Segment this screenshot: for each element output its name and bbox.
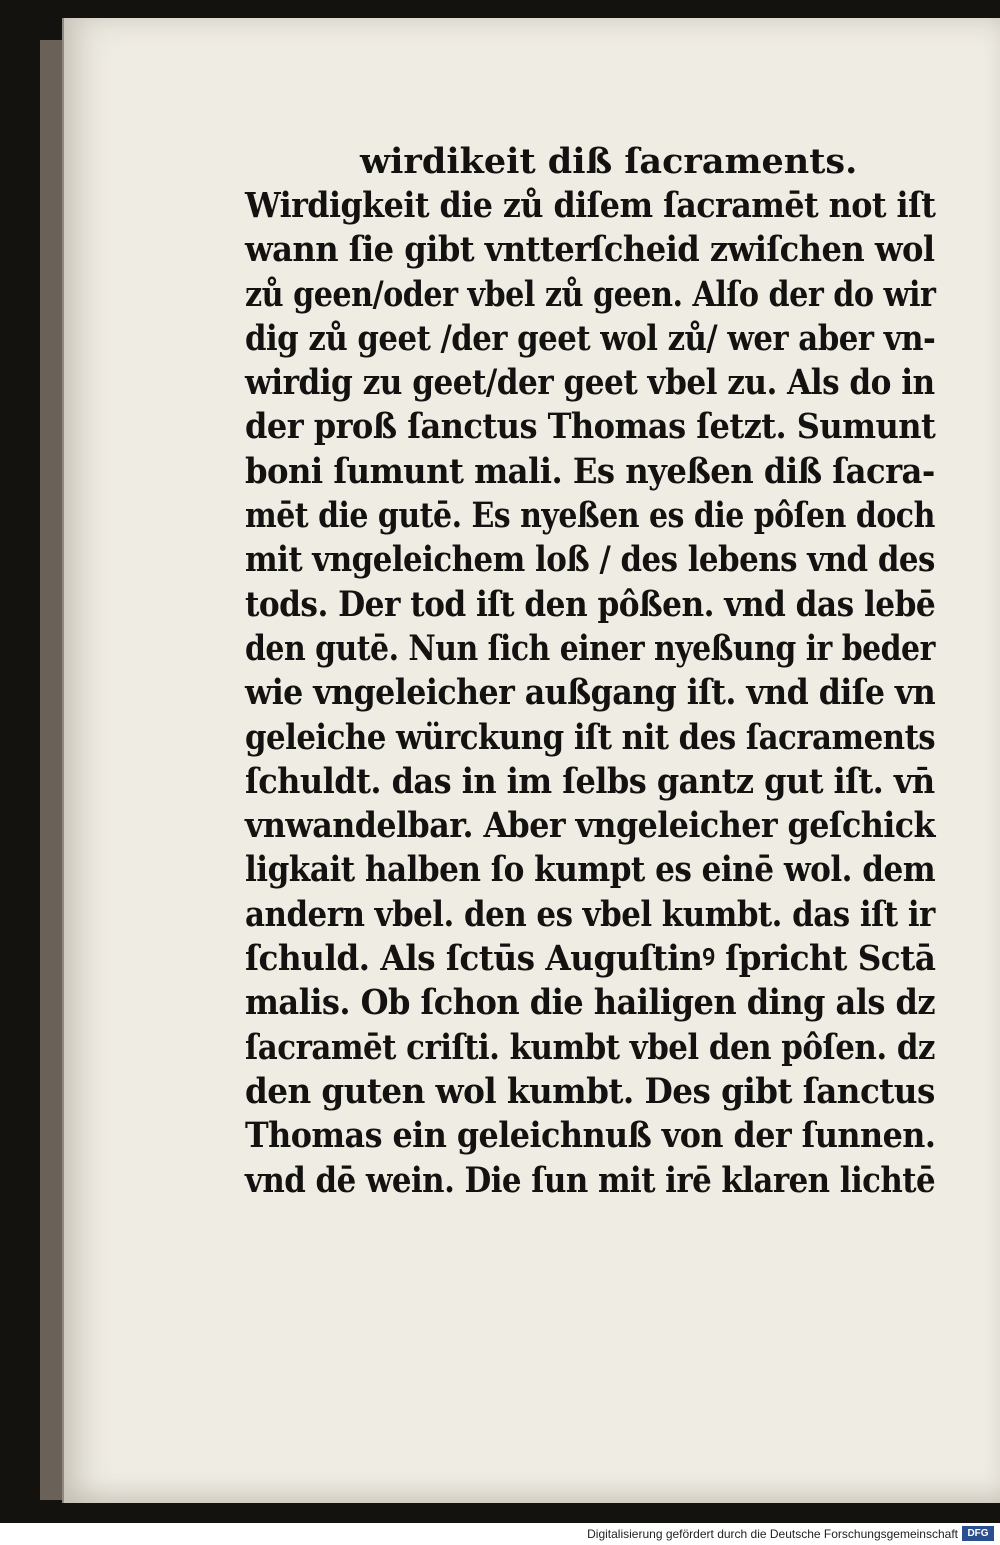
text-line: malis. Ob ſchon die hailigen ding als dz [245,982,936,1024]
text-line: tods. Der tod iſt den pôßen. vnd das lebē [245,583,936,625]
text-line: den gutē. Nun ſich einer nyeßung ir beder [245,627,935,669]
text-line: ſacramēt criſti. kumbt vbel den pôſen. dz [245,1026,935,1068]
text-line: boni ſumunt mali. Es nyeßen diß ſacra- [245,450,935,492]
text-line: der proß ſanctus Thomas ſetzt. Sumunt [245,406,936,448]
text-line: ſchuldt. das in im ſelbs gantz gut iſt. vn̄ [245,760,935,802]
text-line: ligkait halben ſo kumpt es einē wol. dem [245,849,936,891]
dfg-logo: DFG [962,1526,994,1541]
footer-credit: Digitalisierung gefördert durch die Deutsche Forschungsgemeinschaft [587,1527,958,1541]
text-line: vnd dē wein. Die ſun mit irē klaren lichtē [245,1159,936,1201]
text-line: wann ſie gibt vntterſcheid zwiſchen wol [245,229,935,271]
text-line: Thomas ein geleichnuß von der ſunnen. [245,1115,936,1157]
text-lines [245,184,945,1203]
text-line: dig zů geet /der geet wol zů/ wer aber vn- [245,317,936,359]
text-line: Wirdigkeit die zů diſem ſacramēt not iſt [245,185,936,226]
text-line: mit vngeleichem loß / des lebens vnd des [245,539,935,581]
text-line: wirdig zu geet/der geet vbel zu. Als do in [245,362,935,404]
printed-text-block [245,140,945,1203]
text-line: vnwandelbar. Aber vngeleicher geſchick [245,805,935,847]
running-header: wirdikeit diß ſacraments. [360,141,858,182]
book-page-edge [40,40,64,1500]
text-line: den guten wol kumbt. Des gibt ſanctus [245,1070,935,1112]
text-line: geleiche würckung iſt nit des ſacraments [245,716,936,758]
text-line: zů geen/oder vbel zů geen. Alſo der do wir [245,273,936,315]
text-line: andern vbel. den es vbel kumbt. das iſt ir [245,893,935,935]
text-line: ſchuld. Als ſctūs Auguſtinꝰ ſpricht Sctā [245,938,936,980]
text-line: mēt die gutē. Es nyeßen es die pôſen doch [245,495,935,537]
text-line: wie vngeleicher außgang iſt. vnd diſe vn [245,672,936,714]
footer-bar [0,1523,1000,1545]
